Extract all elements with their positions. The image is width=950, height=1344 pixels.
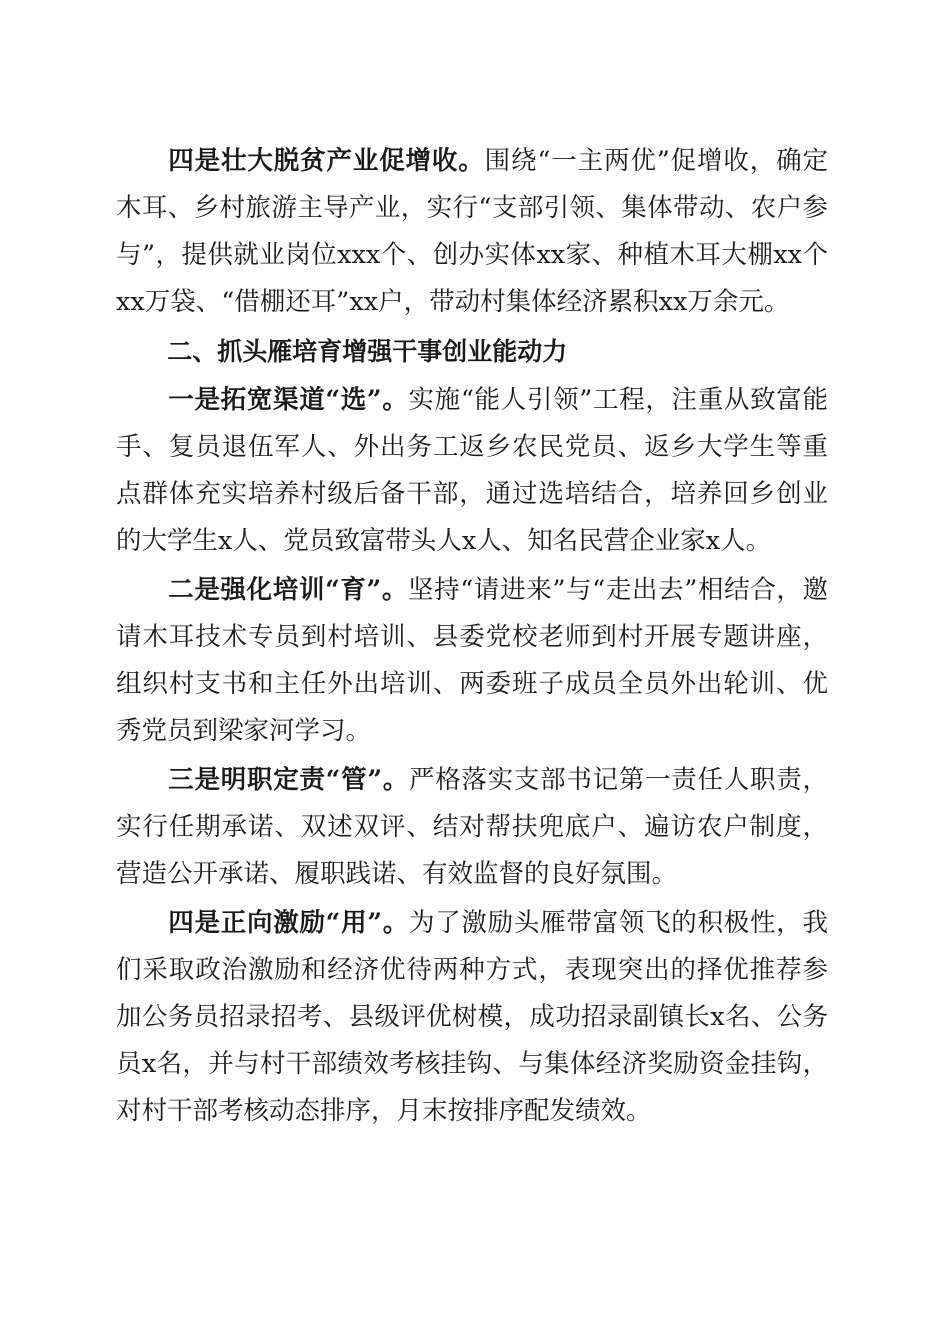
paragraph-text: 为了激励头雁带富领飞的积极性，我们采取政治激励和经济优待两种方式，表现突出的择优推荐参加公务员招录招考、县级评优树模，成功招录副镇长x名、公务员x名，并与村干部绩效考核挂钩、与集体经济奖励资金挂钩，对村干部考核动态排序，月末按排序配发绩效。	[116, 908, 828, 1126]
paragraph-text: 实施“能人引领”工程，注重从致富能手、复员退伍军人、外出务工返乡农民党员、返乡大学生等重点群体充实培养村级后备干部，通过选培结合，培养回乡创业的大学生x人、党员致富带头人x人、知名民营企业家x人。	[116, 385, 828, 556]
paragraph-text: 围绕“一主两优”促增收，确定木耳、乡村旅游主导产业，实行“支部引领、集体带动、农户参与”，提供就业岗位xxx个、创办实体xx家、种植木耳大棚xx个xx万袋、“借棚还耳”xx户，带动村集体经济累积xx万余元。	[116, 146, 828, 317]
paragraph-industry	[116, 138, 828, 326]
paragraph-incentive	[116, 900, 828, 1135]
section-heading: 二、抓头雁培育增强干事创业能动力	[167, 337, 568, 366]
paragraph-lead: 四是正向激励“用”。	[168, 908, 409, 938]
document-body	[116, 138, 828, 1137]
paragraph-text: 坚持“请进来”与“走出去”相结合，邀请木耳技术专员到村培训、县委党校老师到村开展专题讲座，组织村支书和主任外出培训、两委班子成员全员外出轮训、优秀党员到梁家河学习。	[116, 575, 828, 746]
paragraph-lead: 三是明职定责“管”。	[168, 765, 409, 795]
paragraph-text: 严格落实支部书记第一责任人职责，实行任期承诺、双述双评、结对帮扶兜底户、遍访农户制度，营造公开承诺、履职践诺、有效监督的良好氛围。	[116, 765, 828, 889]
paragraph-select	[116, 377, 828, 565]
paragraph-lead: 一是拓宽渠道“选”。	[168, 385, 409, 415]
paragraph-lead: 二是强化培训“育”。	[168, 575, 408, 605]
paragraph-manage	[116, 757, 828, 898]
paragraph-lead: 四是壮大脱贫产业促增收。	[168, 146, 485, 176]
paragraph-train	[116, 567, 828, 755]
